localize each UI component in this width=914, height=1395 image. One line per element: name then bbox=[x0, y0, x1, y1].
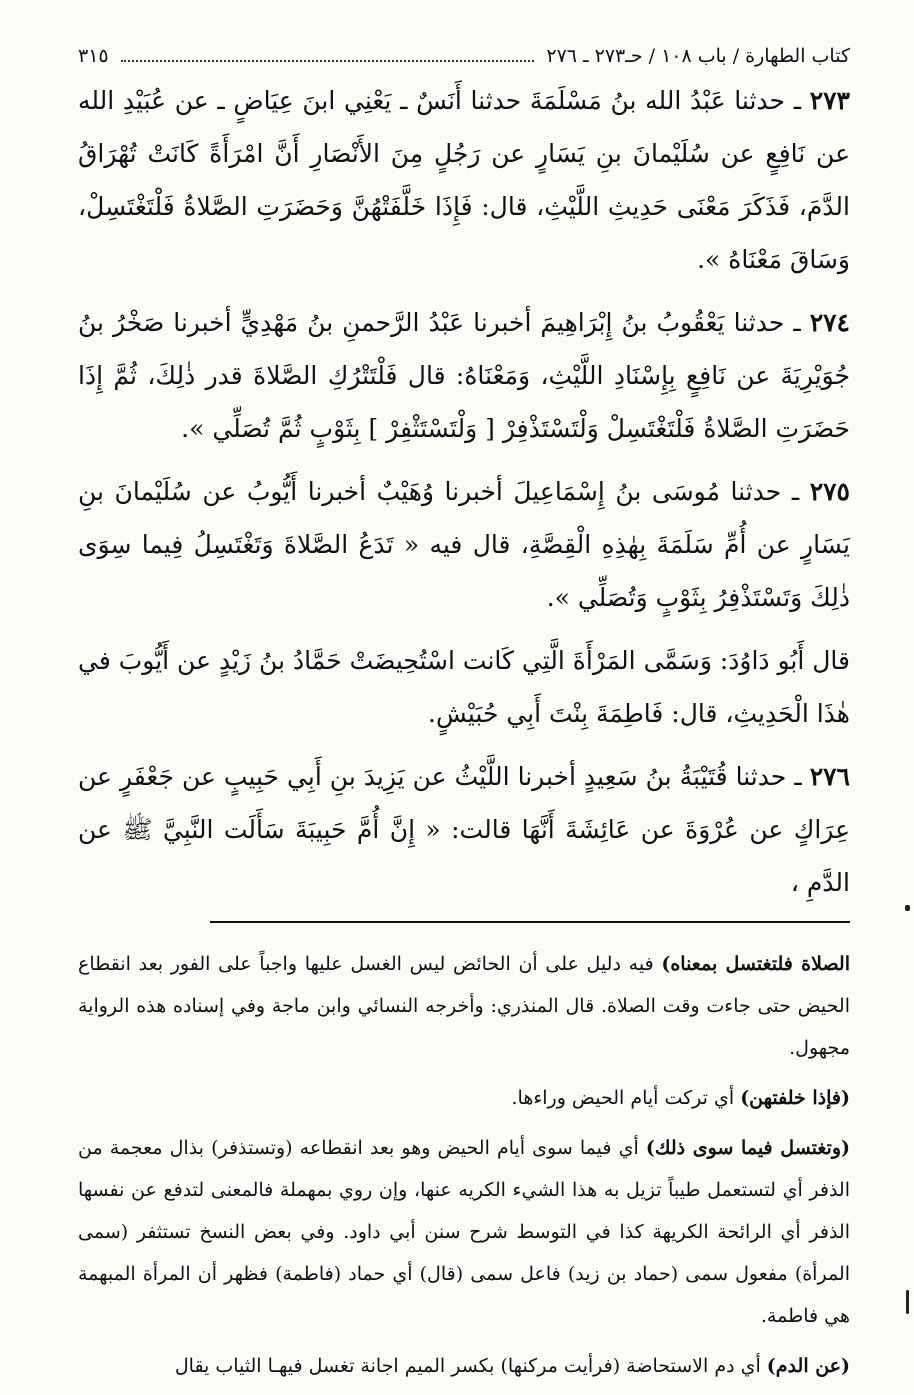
note-lemma: الصلاة فلتغتسل بمعناه) bbox=[661, 953, 850, 975]
page-header bbox=[78, 40, 850, 74]
note-lemma: (فإذا خلفتهن) bbox=[740, 1087, 850, 1109]
commentary-note bbox=[78, 1077, 850, 1119]
hadith-number: ٢٧٥ bbox=[809, 477, 850, 506]
page-number: ٣١٥ bbox=[78, 45, 109, 67]
remark-body: قال أَبُو دَاوُدَ: وَسَمَّى المَرْأَةَ الَّتِي كَانت اسْتُحِيضَتْ حَمَّادُ بنُ زَيْدٍ عن أَيُّوبَ في هٰذَا الْحَدِيثِ، قال: فَاطِمَةَ بِنْتَ أَبِي حُبَيْشٍ. bbox=[78, 646, 850, 728]
abu-dawud-remark bbox=[78, 634, 850, 740]
note-body: أي تركت أيام الحيض وراءها. bbox=[511, 1087, 741, 1109]
hadith-body: ـ حدثنا قُتَيْبَةُ بنُ سَعِيدٍ أخبرنا اللَّيْثُ عن يَزِيدَ بنِ أَبِي حَبِيبٍ عن جَعْفَرٍ عن عِرَاكٍ عن عُرْوَةَ عن عَائِشَةَ أَنَّهَا قالت: « إِنَّ أُمَّ حَبِيبَةَ سَأَلَت النَّبِيَّ ﷺ عن الدَّمِ ، bbox=[78, 762, 850, 897]
note-lemma: (عن الدم) bbox=[766, 1355, 850, 1377]
hadith-276 bbox=[78, 750, 850, 909]
hadith-number: ٢٧٦ bbox=[809, 762, 850, 791]
header-dot-leader bbox=[121, 59, 535, 62]
hadith-number: ٢٧٤ bbox=[809, 308, 850, 337]
note-body: فيه دليل على أن الحائض ليس الغسل عليها واجباً على الفور بعد انقطاع الحيض حتى جاءت وقت الصلاة. قال المنذري: وأخرجه النسائي وابن ماجة وفي إسناده هذه الرواية مجهول. bbox=[78, 953, 850, 1059]
scan-speck bbox=[905, 905, 910, 911]
commentary-block bbox=[78, 943, 850, 1387]
commentary-note bbox=[78, 943, 850, 1069]
hadith-body: ـ حدثنا يَعْقُوبُ بنُ إِبْرَاهِيمَ أخبرنا عَبْدُ الرَّحمنِ بنُ مَهْدِيٍّ أخبرنا صَخْرُ بنُ جُوَيْرِيَةَ عن نَافِعٍ بِإِسْنَادِ اللَّيْثِ، وَمَعْنَاهُ: قال فَلْتَتْرُكِ الصَّلاةَ قدر ذٰلِكَ، ثُمَّ إِذَا حَضَرَتِ الصَّلاةُ فَلْتَغْتَسِلْ وَلْتَسْتَذْفِرْ [ وَلْتَسْتَثْفِرْ ] بِثَوْبٍ ثُمَّ تُصَلِّي ». bbox=[78, 308, 850, 443]
note-lemma: (وتغتسل فيما سوى ذلك) bbox=[645, 1137, 850, 1159]
hadith-275 bbox=[78, 465, 850, 624]
commentary-note bbox=[78, 1127, 850, 1337]
commentary-note bbox=[78, 1345, 850, 1387]
note-body: أي دم الاستحاضة (فرأيت مركنها) بكسر الميم اجانة تغسل فيهـا الثياب يقال bbox=[174, 1355, 767, 1377]
footnote-divider bbox=[210, 921, 850, 923]
hadith-274 bbox=[78, 296, 850, 455]
running-title: كتاب الطهارة / باب ١٠٨ / حـ٢٧٣ ـ ٢٧٦ bbox=[546, 45, 850, 67]
scan-speck bbox=[906, 1290, 909, 1314]
note-body: أي فيما سوى أيام الحيض وهو بعد انقطاعه (وتستذفر) بذال معجمة من الذفر أي لتستعمل طيباً تزيل به هذا الشيء الكريه عنها، وإن روي بمهملة فالمعنى لتدفع عن نفسها الذفر أي الرائحة الكريهة كذا في التوسط شرح سنن أبي داود. وفي بعض النسخ تستثفر (سمى المرأة) مفعول سمى (حماد بن زيد) فاعل سمى (قال) أي حماد (فاطمة) فظهر أن المرأة المبهمة هي فاطمة. bbox=[78, 1137, 850, 1327]
hadith-number: ٢٧٣ bbox=[809, 86, 850, 115]
hadith-body: ـ حدثنا عَبْدُ الله بنُ مَسْلَمَةَ حدثنا أَنَسٌ ـ يَعْنِي ابنَ عِيَاضٍ ـ عن عُبَيْدِ الله عن نَافِعٍ عن سُلَيْمانَ بنِ يَسَارٍ عن رَجُلٍ مِنَ الأَنْصَارِ أَنَّ امْرَأَةً كَانَتْ تُهْرَاقُ الدَّمَ، فَذَكَرَ مَعْنَى حَدِيثِ اللَّيْثِ، قال: فَإِذَا خَلَّفَتْهُنَّ وَحَضَرَتِ الصَّلاةُ فَلْتَغْتَسِلْ، وَسَاقَ مَعْنَاهُ ». bbox=[78, 86, 850, 274]
hadith-273 bbox=[78, 74, 850, 286]
hadith-body: ـ حدثنا مُوسَى بنُ إِسْمَاعِيلَ أخبرنا وُهَيْبٌ أخبرنا أَيُّوبُ عن سُلَيْمانَ بنِ يَسَارٍ عن أُمِّ سَلَمَةَ بِهٰذِهِ الْقِصَّةِ، قال فيه « تَدَعُ الصَّلاةَ وَتَغْتَسِلُ فِيما سِوَى ذٰلِكَ وَتَسْتَذْفِرُ بِثَوْبٍ وَتُصَلِّي ». bbox=[78, 477, 850, 612]
hadith-text-block bbox=[78, 74, 850, 909]
book-page bbox=[78, 40, 850, 1395]
